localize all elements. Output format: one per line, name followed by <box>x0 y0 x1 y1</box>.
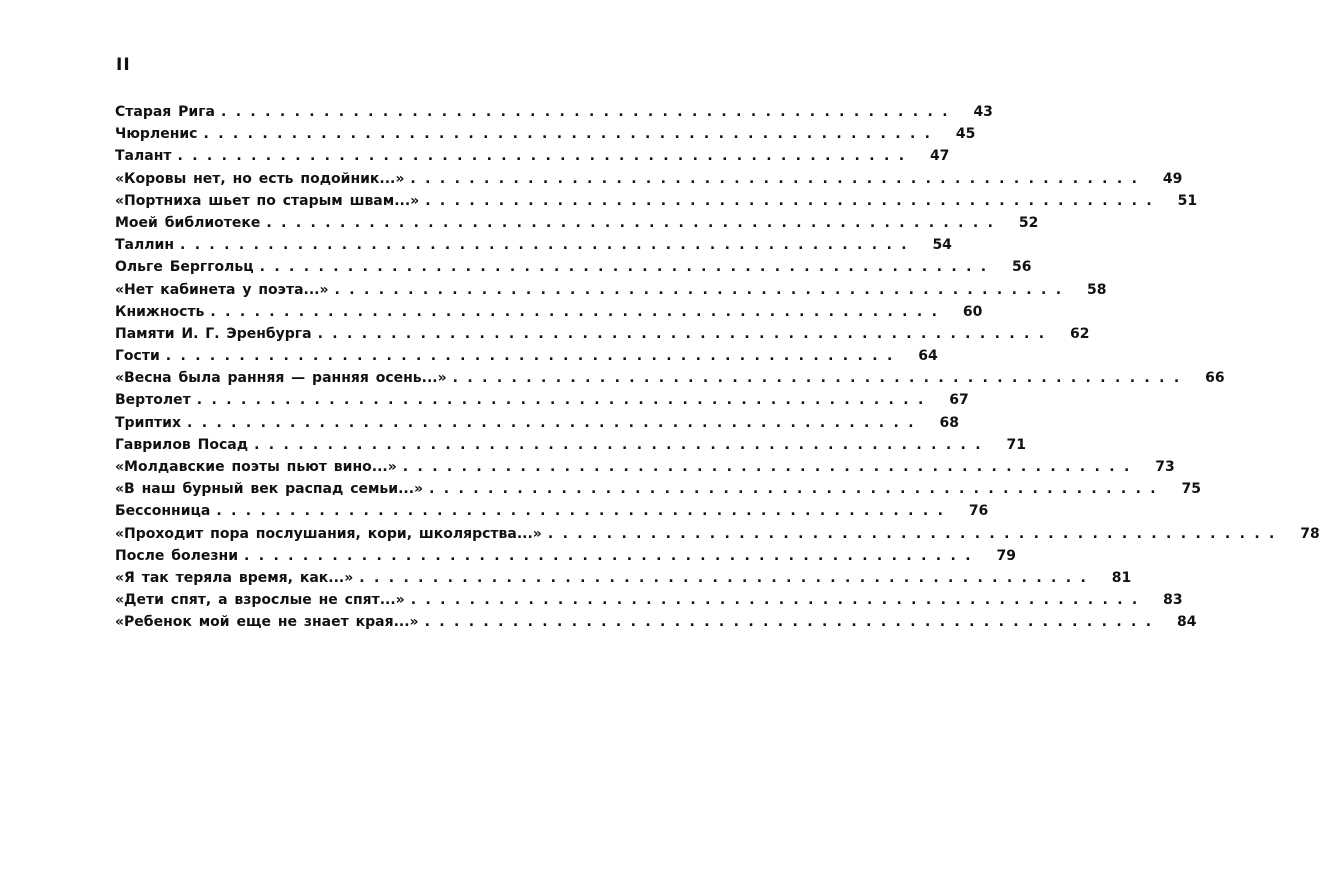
toc-entry <box>115 592 1183 614</box>
toc-entry <box>115 614 1197 636</box>
dot-leader: .................................................. <box>180 237 916 254</box>
toc-entry-title: Старая Рига <box>115 104 215 120</box>
toc-entry-title: Триптих <box>115 414 182 431</box>
toc-entry <box>115 503 989 525</box>
dot-leader: .................................................. <box>452 370 1189 387</box>
dot-leader: .................................................. <box>334 281 1071 298</box>
dot-leader: .................................................. <box>177 148 914 165</box>
toc-entry-title: «Ребенок мой еще не знает края...» <box>115 614 419 631</box>
section-number: II <box>116 55 131 75</box>
toc-entry <box>115 525 1320 548</box>
toc-entry <box>115 325 1090 348</box>
toc-entry-title: Чюрленис <box>115 126 198 143</box>
toc-entry-page-number: 76 <box>968 503 989 520</box>
toc-entry <box>115 281 1107 304</box>
toc-entry <box>115 414 959 437</box>
toc-entry-page-number: 47 <box>929 148 950 165</box>
toc-entry-page-number: 67 <box>949 392 969 409</box>
toc-entry-title: После болезни <box>115 547 239 564</box>
dot-leader: .................................................. <box>210 303 947 320</box>
dot-leader: .................................................. <box>244 547 980 564</box>
toc-entry <box>115 547 1016 570</box>
toc-entry-title: Гаврилов Посад <box>115 436 249 453</box>
toc-entry-page-number: 62 <box>1070 325 1090 342</box>
toc-entry-title: «Проходит пора послушания, кори, школярства...» <box>115 525 542 542</box>
toc-entry-title: «Коровы нет, но есть подойник...» <box>115 170 405 187</box>
toc-entry-title: Бессонница <box>115 503 211 520</box>
toc-entry <box>115 569 1132 592</box>
toc-entry-page-number: 73 <box>1155 459 1175 475</box>
toc-entry-page-number: 71 <box>1006 436 1026 453</box>
toc-entry-title: Ольге Берггольц <box>115 259 254 276</box>
toc-entry-title: «Портниха шьет по старым швам...» <box>115 192 420 209</box>
toc-entry-page-number: 66 <box>1205 370 1225 387</box>
toc-entry-page-number: 78 <box>1300 525 1320 542</box>
toc-entry <box>115 370 1225 392</box>
toc-entry-title: «Я так теряла время, как...» <box>115 569 354 586</box>
toc-entry-page-number: 54 <box>932 237 952 254</box>
toc-entry <box>115 481 1202 503</box>
toc-entry <box>115 104 993 126</box>
toc-entry <box>115 459 1175 481</box>
toc-entry-page-number: 79 <box>996 547 1016 564</box>
dot-leader: .................................................. <box>221 104 957 120</box>
toc-entry <box>115 348 938 370</box>
dot-leader: .................................................. <box>259 259 996 276</box>
toc-entry-title: «Весна была ранняя — ранняя осень...» <box>115 370 447 387</box>
toc-entry <box>115 170 1183 193</box>
toc-entry-title: Вертолет <box>115 392 191 409</box>
toc-entry-title: «Молдавские поэты пьют вино...» <box>115 459 397 475</box>
dot-leader: .................................................. <box>317 325 1054 342</box>
toc-entry <box>115 259 1032 281</box>
toc-entry-title: Моей библиотеке <box>115 214 261 231</box>
dot-leader: .................................................. <box>547 525 1284 542</box>
toc-entry-title: «В наш бурный век распад семьи...» <box>115 481 424 498</box>
toc-entry-page-number: 60 <box>962 303 983 320</box>
toc-entry <box>115 303 983 326</box>
toc-entry <box>115 148 950 170</box>
toc-entry-page-number: 84 <box>1177 614 1197 631</box>
dot-leader: .................................................. <box>203 126 940 143</box>
toc-entry <box>115 392 969 414</box>
table-of-contents <box>115 104 1320 637</box>
dot-leader: .................................................. <box>359 569 1096 586</box>
dot-leader: .................................................. <box>402 459 1139 475</box>
dot-leader: .................................................. <box>187 414 923 431</box>
toc-entry-page-number: 51 <box>1177 192 1198 209</box>
toc-entry-title: Талант <box>115 148 172 165</box>
toc-entry-page-number: 64 <box>918 348 938 365</box>
dot-leader: .................................................. <box>410 170 1147 187</box>
toc-entry-title: «Нет кабинета у поэта...» <box>115 281 329 298</box>
dot-leader: .................................................. <box>196 392 933 409</box>
dot-leader: .................................................. <box>424 614 1161 631</box>
dot-leader: .................................................. <box>425 192 1162 209</box>
toc-entry-title: Гости <box>115 348 160 365</box>
dot-leader: .................................................. <box>429 481 1166 498</box>
toc-entry-page-number: 58 <box>1086 281 1107 298</box>
dot-leader: .................................................. <box>254 436 990 453</box>
toc-entry <box>115 436 1026 459</box>
toc-entry <box>115 214 1039 237</box>
toc-entry-page-number: 68 <box>939 414 959 431</box>
toc-entry-page-number: 43 <box>973 104 993 120</box>
toc-entry-page-number: 52 <box>1018 214 1039 231</box>
toc-entry-page-number: 56 <box>1012 259 1032 276</box>
toc-entry-page-number: 75 <box>1181 481 1202 498</box>
toc-entry-page-number: 83 <box>1163 592 1183 609</box>
toc-entry-title: Книжность <box>115 303 205 320</box>
toc-entry-title: «Дети спят, а взрослые не спят...» <box>115 592 405 609</box>
toc-entry <box>115 237 952 259</box>
dot-leader: .................................................. <box>266 214 1003 231</box>
toc-entry-title: Таллин <box>115 237 174 254</box>
toc-entry <box>115 192 1198 215</box>
dot-leader: .................................................. <box>216 503 953 520</box>
dot-leader: .................................................. <box>165 348 902 365</box>
toc-entry-title: Памяти И. Г. Эренбурга <box>115 325 312 342</box>
toc-entry-page-number: 81 <box>1111 569 1132 586</box>
toc-entry <box>115 126 976 148</box>
toc-entry-page-number: 49 <box>1162 170 1183 187</box>
toc-entry-page-number: 45 <box>955 126 976 143</box>
dot-leader: .................................................. <box>410 592 1147 609</box>
